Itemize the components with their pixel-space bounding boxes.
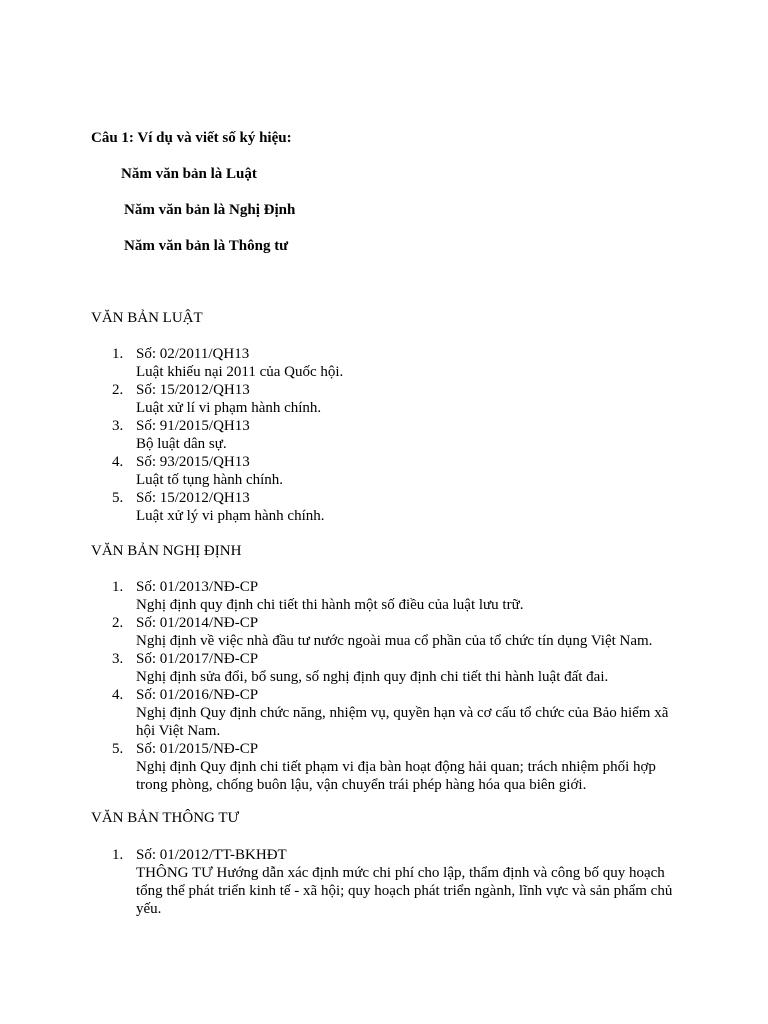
item-code: Số: 93/2015/QH13 bbox=[136, 454, 250, 470]
item-description-cont: trong phòng, chống buôn lậu, vận chuyển trái phép hàng hóa qua biên giới. bbox=[136, 777, 587, 793]
item-description: Bộ luật dân sự. bbox=[136, 436, 227, 452]
item-description: Nghị định Quy định chức năng, nhiệm vụ, quyền hạn và cơ cấu tổ chức của Bảo hiểm xã bbox=[136, 705, 669, 721]
item-number: 1. bbox=[112, 579, 124, 595]
item-description: Nghị định về việc nhà đầu tư nước ngoài mua cổ phần của tổ chức tín dụng Việt Nam. bbox=[136, 633, 653, 649]
item-description: Luật xử lí vi phạm hành chính. bbox=[136, 400, 322, 416]
list-item bbox=[91, 740, 691, 794]
list-item bbox=[91, 650, 691, 686]
list-item bbox=[91, 686, 691, 740]
section-heading-laws: VĂN BẢN LUẬT bbox=[91, 310, 203, 326]
item-code: Số: 01/2016/NĐ-CP bbox=[136, 687, 259, 703]
item-code: Số: 01/2015/NĐ-CP bbox=[136, 741, 259, 757]
item-description: Nghị định quy định chi tiết thi hành một số điều của luật lưu trữ. bbox=[136, 597, 524, 613]
item-number: 5. bbox=[112, 490, 124, 506]
item-description: THÔNG TƯ Hướng dẫn xác định mức chi phí cho lập, thẩm định và công bố quy hoạch bbox=[136, 865, 665, 881]
list-item bbox=[91, 846, 691, 918]
list-item bbox=[91, 417, 691, 453]
item-description-cont: tổng thể phát triển kinh tế - xã hội; quy hoạch phát triển ngành, lĩnh vực và sản phẩm chủ bbox=[136, 883, 673, 899]
item-code: Số: 15/2012/QH13 bbox=[136, 490, 250, 506]
item-number: 2. bbox=[112, 382, 124, 398]
item-description-cont: hội Việt Nam. bbox=[136, 723, 221, 739]
section-heading-circulars: VĂN BẢN THÔNG TƯ bbox=[91, 810, 240, 826]
item-number: 4. bbox=[112, 687, 124, 703]
list-item bbox=[91, 578, 691, 614]
item-code: Số: 01/2014/NĐ-CP bbox=[136, 615, 259, 631]
item-code: Số: 01/2017/NĐ-CP bbox=[136, 651, 259, 667]
list-item bbox=[91, 614, 691, 650]
item-code: Số: 15/2012/QH13 bbox=[136, 382, 250, 398]
question-line-laws: Năm văn bản là Luật bbox=[121, 166, 257, 182]
item-code: Số: 01/2013/NĐ-CP bbox=[136, 579, 259, 595]
item-description-cont: yếu. bbox=[136, 901, 162, 917]
item-number: 1. bbox=[112, 847, 124, 863]
item-code: Số: 01/2012/TT-BKHĐT bbox=[136, 847, 287, 863]
question-line-circulars: Năm văn bản là Thông tư bbox=[124, 238, 289, 254]
item-number: 3. bbox=[112, 651, 124, 667]
item-description: Luật khiếu nại 2011 của Quốc hội. bbox=[136, 364, 344, 380]
item-description: Luật xử lý vi phạm hành chính. bbox=[136, 508, 325, 524]
section-heading-decrees: VĂN BẢN NGHỊ ĐỊNH bbox=[91, 543, 242, 559]
item-number: 5. bbox=[112, 741, 124, 757]
laws-list bbox=[91, 345, 691, 525]
list-item bbox=[91, 489, 691, 525]
decrees-list bbox=[91, 578, 691, 794]
list-item bbox=[91, 381, 691, 417]
question-title: Câu 1: Ví dụ và viết số ký hiệu: bbox=[91, 130, 292, 146]
list-item bbox=[91, 345, 691, 381]
circulars-list bbox=[91, 846, 691, 918]
question-line-decrees: Năm văn bản là Nghị Định bbox=[124, 202, 296, 218]
item-number: 3. bbox=[112, 418, 124, 434]
item-number: 1. bbox=[112, 346, 124, 362]
item-code: Số: 02/2011/QH13 bbox=[136, 346, 250, 362]
item-description: Luật tố tụng hành chính. bbox=[136, 472, 284, 488]
item-description: Nghị định sửa đổi, bổ sung, số nghị định quy định chi tiết thi hành luật đất đai. bbox=[136, 669, 609, 685]
item-code: Số: 91/2015/QH13 bbox=[136, 418, 250, 434]
item-number: 4. bbox=[112, 454, 124, 470]
list-item bbox=[91, 453, 691, 489]
item-number: 2. bbox=[112, 615, 124, 631]
item-description: Nghị định Quy định chi tiết phạm vi địa bàn hoạt động hải quan; trách nhiệm phối hợp bbox=[136, 759, 656, 775]
